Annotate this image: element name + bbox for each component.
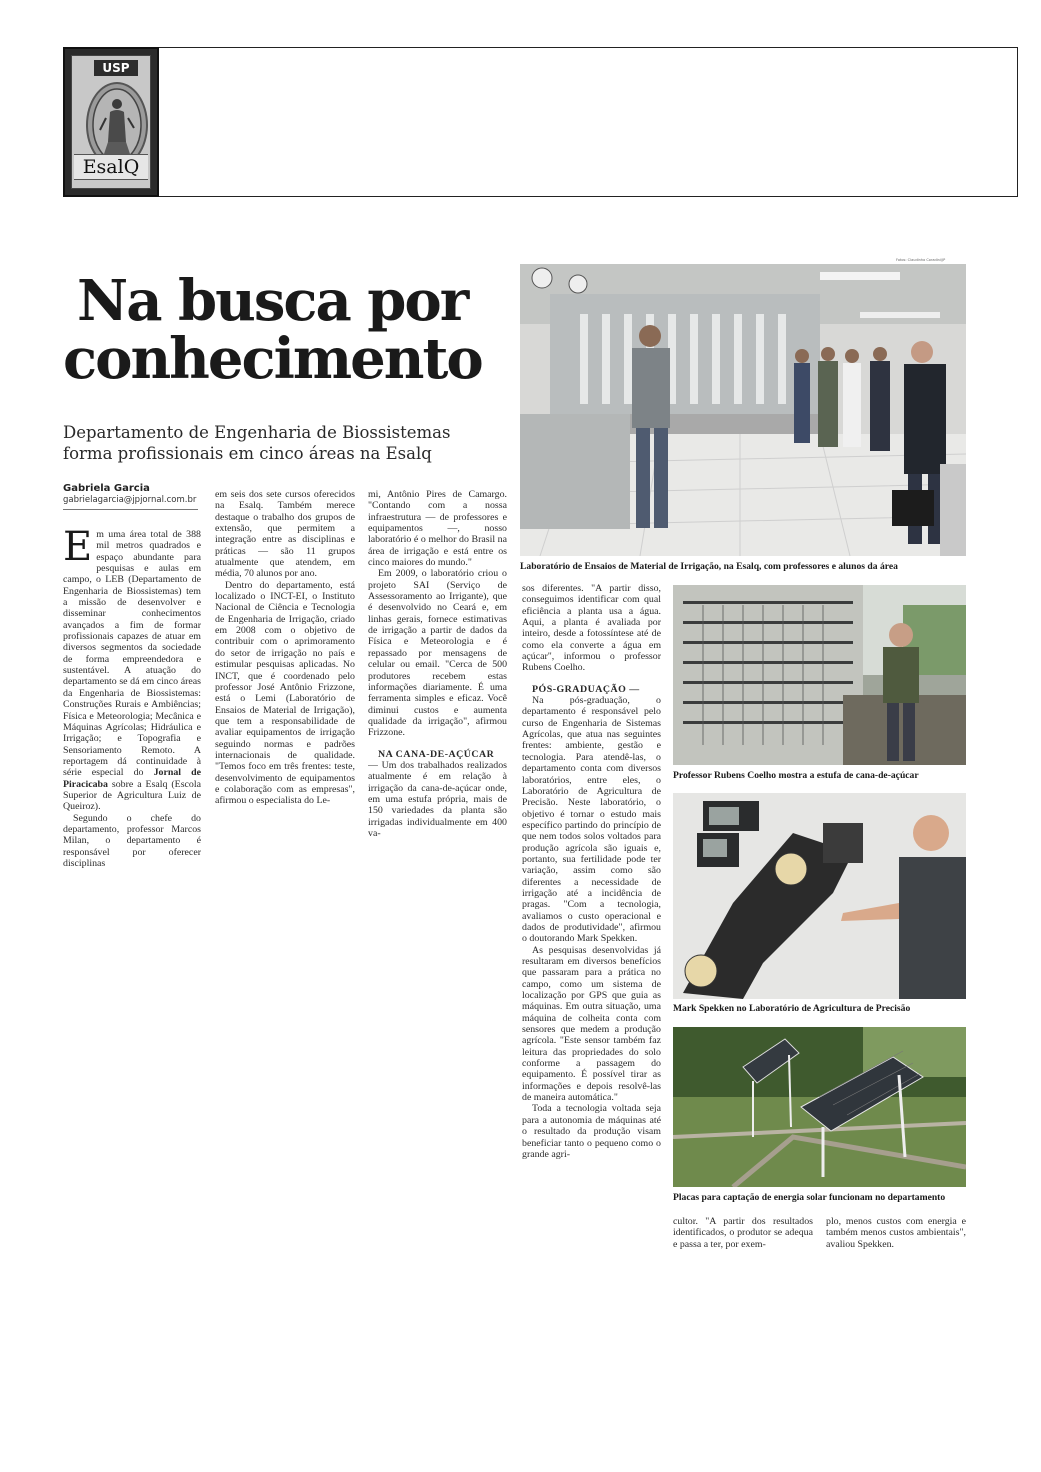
article-column-6	[826, 1216, 966, 1266]
paragraph	[63, 529, 201, 813]
paragraph: Dentro do departamento, está localizado o INCT-EI, o Instituto Nacional de Ciência e Tecnologia de Engenharia de Irrigação, criado em 2008 com o objetivo de contribuir com o aprimoramento do setor de irrigação no país e estimular pesquisas aplicadas. No INCT, que é coordenado pelo professor José Antônio Frizzone, está o Lemi (Laboratório de Ensaios de Material de Irrigação), que tem a responsabilidade de avaliar equipamentos de irrigação seguindo normas e padrões internacionais de qualidade. "Temos foco em três frentes: teste, desenvolvimento de equipamentos e colaboração com as empresas", afirmou o especialista do Le-	[215, 579, 355, 807]
article-subhead: Departamento de Engenharia de Biossistemas forma profissionais em cinco áreas na Esalq	[63, 423, 451, 463]
paragraph: Segundo o chefe do departamento, professor Marcos Milan, o departamento é responsável por oferecer disciplinas	[63, 812, 201, 869]
paragraph: As pesquisas desenvolvidas já resultaram em diversos benefícios que passaram para a prática no campo, como um sistema de localização por GPS que guia as máquinas. Em outra situação, uma máquina de colheita conta com sensores que medem a produção agrícola. "Este sensor também faz leitura das propriedades do solo conforme a passagem do equipamento. É possível tirar as informações e depois resolvê-las de maneira automática."	[522, 944, 661, 1104]
article-column-3	[368, 489, 507, 877]
photo-caption: Placas para captação de energia solar funcionam no departamento	[673, 1192, 946, 1203]
byline-divider	[63, 509, 198, 510]
paragraph-text: m uma área total de 388 mil metros quadrados e espaço abundante para pesquisas e aulas em campo, o LEB (Departamento de Engenharia de Biossistemas) tem a missão de desenvolver e disseminar conhecimentos avançados a fim de formar profissionais capazes de atuar em diversos segmentos da sociedade de forma empreendedora e sustentável. A atuação do departamento se dá em cinco áreas da Engenharia de Biossistemas: Construções Rurais e Ambiências; Física e Meteorologia; Mecânica e Máquinas Agrícolas; Hidráulica e Irrigação; e Topografia e Sensoriamento Remoto. A reportagem dá continuidade à série especial do	[63, 529, 201, 779]
paragraph	[368, 749, 507, 840]
header-frame	[63, 47, 1018, 197]
article-column-5	[673, 1216, 813, 1266]
paragraph: Toda a tecnologia voltada seja para a autonomia de máquinas até o resultado da produção visam beneficiar tanto o pequeno como o grande agri-	[522, 1103, 661, 1160]
byline-author: Gabriela Garcia	[63, 483, 150, 494]
paragraph-text: sobre a Esalq (Escola Superior de Agricultura Luiz de Queiroz).	[63, 778, 201, 813]
photo-precision-agriculture	[673, 793, 966, 999]
photo-caption: Laboratório de Ensaios de Material de Irrigação, na Esalq, com professores e alunos da área	[520, 561, 898, 572]
photo-caption: Professor Rubens Coelho mostra a estufa de cana-de-açúcar	[673, 770, 919, 781]
photo-greenhouse	[673, 585, 966, 765]
paragraph: Na pós-graduação, o departamento é responsável pelo curso de Engenharia de Sistemas Agrícolas, que atua nas seguintes frentes: ambiente, gestão e tecnologia. Para atendê-las, o departamento conta com diversos laboratórios, entre eles, o Laboratório de Agricultura de Precisão. Neste laboratório, o objetivo é tornar o estudo mais específico partindo do princípio de que nem todos solos voltados para produção agrícola são iguais e, portanto, sua fertilidade pode ter variação, assim como são diferentes a necessidade de irrigação até a incidência de pragas. "Com a tecnologia, avaliamos o custo operacional e dados de produtividade", afirmou o doutorando Mark Spekken.	[522, 695, 661, 945]
headline-line-2: conhecimento	[63, 326, 482, 392]
paragraph: plo, menos custos com energia e também menos custos ambientais", avaliou Spekken.	[826, 1216, 966, 1250]
photo-credit: Fotos: Claudinho Coradini/JP	[896, 258, 946, 262]
photo-irrigation-lab	[520, 264, 966, 556]
logo-esalq-text: EsalQ	[74, 154, 148, 180]
photo-solar-panels	[673, 1027, 966, 1187]
article-column-4	[522, 583, 661, 1265]
photo-caption: Mark Spekken no Laboratório de Agricultura de Precisão	[673, 1003, 911, 1014]
section-heading: PÓS-GRADUAÇÃO —	[532, 683, 640, 695]
headline-line-1: Na busca por	[77, 268, 468, 334]
article-column-1	[63, 529, 201, 877]
paragraph: Em 2009, o laboratório criou o projeto SAI (Serviço de Assessoramento ao Irrigante), que é desenvolvido no Ceará e, em linhas gerais, fornece estimativas de irrigação a partir de dados da Física e Meteorologia e é repassado por mensagens de celular ou email. "Cerca de 500 produtores recebem estas informações diariamente. É uma ferramenta simples e eficaz. Você diminui custos e aumenta qualidade da irrigação", afirmou Frizzone.	[368, 568, 507, 739]
paragraph-text: — Um dos trabalhados realizados atualmente é em relação à irrigação da cana-de-açúcar onde, em uma estufa própria, mais de 150 variedades da planta são irrigadas individualmente em 400 va-	[368, 759, 507, 839]
paragraph: sos diferentes. "A partir disso, conseguimos identificar com qual eficiência a planta usa a água. Aqui, a planta é avaliada por inteiro, desde a fotossíntese até de como ela converte a água em açúcar", informou o professor Rubens Coelho.	[522, 583, 661, 674]
section-heading: NA CANA-DE-AÇÚCAR	[378, 748, 495, 760]
byline-email: gabrielagarcia@jpjornal.com.br	[63, 495, 197, 505]
usp-esalq-logo	[63, 47, 159, 197]
newspaper-name: Jornal de Piracicaba	[63, 767, 201, 790]
paragraph: em seis dos sete cursos oferecidos na Esalq. Também merece destaque o trabalho dos grupos de extensão, que permitem a integração entre as disciplinas e práticas — são 11 grupos atualmente que atendem, em média, 70 alunos por ano.	[215, 489, 355, 580]
paragraph: cultor. "A partir dos resultados identificados, o produtor se adequa e passa a ter, por exem-	[673, 1216, 813, 1250]
logo-usp-text: USP	[94, 60, 138, 76]
article-headline	[63, 268, 518, 392]
section-heading-line	[522, 684, 661, 695]
paragraph: mi, Antônio Pires de Camargo. "Contando com a nossa infraestrutura — de professores e equipamentos —, nosso laboratório é o melhor do Brasil na área de irrigação e está entre os cinco maiores do mundo."	[368, 489, 507, 569]
drop-cap: E	[63, 529, 93, 570]
article-column-2	[215, 489, 355, 877]
